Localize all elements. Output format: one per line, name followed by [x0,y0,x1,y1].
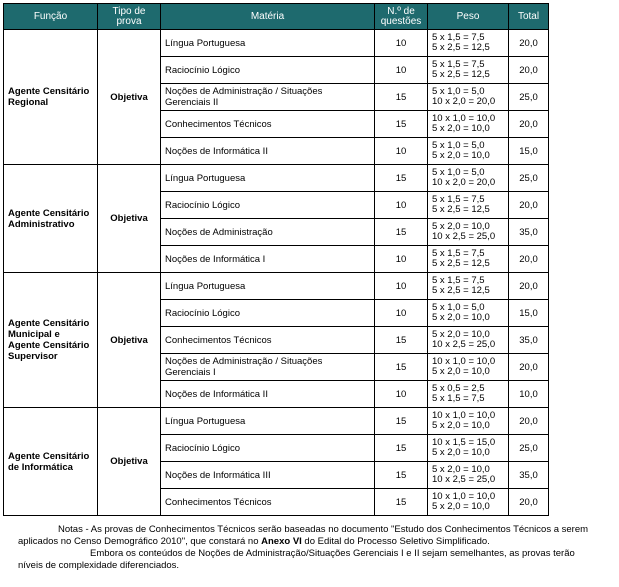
header-questoes-line1: N.º de [387,5,415,17]
tipo-cell: Objetiva [98,30,161,165]
questoes-cell: 15 [375,354,428,381]
peso-line: 5 x 1,0 = 5,0 [432,140,485,151]
peso-line: 5 x 1,5 = 7,5 [432,194,485,205]
funcao-cell: Agente Censitário Administrativo [4,165,98,273]
header-questoes [375,4,428,30]
total-cell: 20,0 [509,57,549,84]
peso-cell [428,489,509,516]
materia-cell: Noções de Informática I [161,246,375,273]
peso-cell [428,246,509,273]
peso-line: 10 x 2,0 = 20,0 [432,96,496,107]
funcao-cell: Agente Censitário Regional [4,30,98,165]
note-line: Notas - As provas de Conhecimentos Técnicos serão baseadas no documento "Estudo dos Conhecimentos Técnicos a serem [58,524,589,535]
materia-cell: Raciocínio Lógico [161,300,375,327]
peso-line: 10 x 2,5 = 25,0 [432,339,496,350]
materia-cell: Raciocínio Lógico [161,57,375,84]
funcao-cell: Agente Censitário de Informática [4,408,98,516]
total-cell: 10,0 [509,381,549,408]
materia-cell: Língua Portuguesa [161,165,375,192]
questoes-cell: 15 [375,327,428,354]
total-cell: 35,0 [509,219,549,246]
peso-cell [428,273,509,300]
table-row [4,30,549,57]
peso-cell [428,408,509,435]
questoes-cell: 15 [375,489,428,516]
peso-line: 5 x 2,0 = 10,0 [432,150,490,161]
header-funcao: Função [4,4,98,30]
materia-cell: Noções de Informática II [161,138,375,165]
peso-line: 5 x 2,5 = 12,5 [432,69,490,80]
peso-line: 5 x 1,5 = 7,5 [432,275,485,286]
peso-cell [428,165,509,192]
peso-cell [428,435,509,462]
exam-table [3,3,549,516]
questoes-cell: 10 [375,246,428,273]
peso-line: 5 x 1,5 = 7,5 [432,32,485,43]
tipo-cell: Objetiva [98,165,161,273]
materia-cell: Noções de Informática II [161,381,375,408]
questoes-cell: 10 [375,273,428,300]
peso-cell [428,30,509,57]
total-cell: 25,0 [509,435,549,462]
total-cell: 20,0 [509,489,549,516]
peso-cell [428,111,509,138]
note-annex: Anexo VI [261,536,302,547]
peso-cell [428,381,509,408]
peso-line: 5 x 2,0 = 10,0 [432,312,490,323]
peso-cell [428,300,509,327]
peso-line: 10 x 2,5 = 25,0 [432,231,496,242]
peso-line: 5 x 2,0 = 10,0 [432,221,490,232]
materia-cell: Noções de Administração / Situações Gerenciais I [161,354,375,381]
note-text: aplicados no Censo Demográfico 2010", que constará no [18,536,262,547]
total-cell: 20,0 [509,246,549,273]
note-line: Embora os conteúdos de Noções de Administração/Situações Gerenciais I e II sejam semelhantes, as provas terão [90,548,575,559]
peso-line: 5 x 2,0 = 10,0 [432,420,490,431]
peso-line: 5 x 1,5 = 7,5 [432,393,485,404]
note-text: do Edital do Processo Seletivo Simplificado. [301,536,490,547]
peso-cell [428,354,509,381]
header-row [4,4,549,30]
header-peso: Peso [428,4,509,30]
tipo-cell: Objetiva [98,408,161,516]
materia-cell: Língua Portuguesa [161,273,375,300]
materia-cell: Língua Portuguesa [161,408,375,435]
peso-line: 5 x 2,5 = 12,5 [432,258,490,269]
materia-cell: Raciocínio Lógico [161,192,375,219]
peso-cell [428,192,509,219]
total-cell: 25,0 [509,84,549,111]
peso-line: 10 x 2,0 = 20,0 [432,177,496,188]
total-cell: 20,0 [509,273,549,300]
header-total: Total [509,4,549,30]
materia-cell: Conhecimentos Técnicos [161,111,375,138]
peso-line: 10 x 1,5 = 15,0 [432,437,496,448]
peso-line: 5 x 0,5 = 2,5 [432,383,485,394]
peso-cell [428,138,509,165]
peso-line: 10 x 1,0 = 10,0 [432,491,496,502]
materia-cell: Conhecimentos Técnicos [161,327,375,354]
peso-line: 10 x 1,0 = 10,0 [432,113,496,124]
notes [0,524,619,572]
table-row [4,273,549,300]
total-cell: 20,0 [509,111,549,138]
materia-cell: Língua Portuguesa [161,30,375,57]
questoes-cell: 10 [375,30,428,57]
peso-line: 5 x 2,0 = 10,0 [432,464,490,475]
peso-line: 5 x 2,0 = 10,0 [432,447,490,458]
materia-cell: Raciocínio Lógico [161,435,375,462]
questoes-cell: 10 [375,57,428,84]
header-tipo: Tipo de prova [98,4,161,30]
peso-line: 5 x 2,0 = 10,0 [432,501,490,512]
questoes-cell: 15 [375,84,428,111]
questoes-cell: 15 [375,219,428,246]
header-materia: Matéria [161,4,375,30]
questoes-cell: 10 [375,192,428,219]
peso-line: 5 x 1,0 = 5,0 [432,86,485,97]
total-cell: 20,0 [509,30,549,57]
peso-cell [428,462,509,489]
peso-cell [428,327,509,354]
materia-cell: Noções de Informática III [161,462,375,489]
peso-line: 5 x 2,0 = 10,0 [432,329,490,340]
table-row [4,165,549,192]
peso-line: 10 x 2,5 = 25,0 [432,474,496,485]
funcao-cell: Agente Censitário Municipal e Agente Censitário Supervisor [4,273,98,408]
peso-line: 5 x 2,0 = 10,0 [432,366,490,377]
note-line: níveis de complexidade diferenciados. [18,560,180,571]
tipo-cell: Objetiva [98,273,161,408]
peso-cell [428,219,509,246]
peso-line: 5 x 1,5 = 7,5 [432,248,485,259]
total-cell: 15,0 [509,300,549,327]
peso-cell [428,84,509,111]
peso-line: 5 x 2,5 = 12,5 [432,42,490,53]
peso-line: 5 x 1,5 = 7,5 [432,59,485,70]
questoes-cell: 10 [375,300,428,327]
questoes-cell: 10 [375,138,428,165]
table-body [4,30,549,516]
total-cell: 20,0 [509,354,549,381]
table-row [4,408,549,435]
materia-cell: Conhecimentos Técnicos [161,489,375,516]
total-cell: 35,0 [509,462,549,489]
total-cell: 20,0 [509,192,549,219]
questoes-cell: 10 [375,381,428,408]
questoes-cell: 15 [375,111,428,138]
peso-line: 5 x 1,0 = 5,0 [432,302,485,313]
peso-line: 5 x 2,5 = 12,5 [432,204,490,215]
peso-line: 5 x 2,0 = 10,0 [432,123,490,134]
total-cell: 25,0 [509,165,549,192]
total-cell: 20,0 [509,408,549,435]
header-questoes-line2: questões [380,15,422,27]
questoes-cell: 15 [375,408,428,435]
questoes-cell: 15 [375,462,428,489]
peso-line: 5 x 1,0 = 5,0 [432,167,485,178]
peso-line: 10 x 1,0 = 10,0 [432,356,496,367]
note-line [0,536,619,548]
peso-line: 10 x 1,0 = 10,0 [432,410,496,421]
total-cell: 35,0 [509,327,549,354]
materia-cell: Noções de Administração [161,219,375,246]
peso-line: 5 x 2,5 = 12,5 [432,285,490,296]
questoes-cell: 15 [375,165,428,192]
peso-cell [428,57,509,84]
materia-cell: Noções de Administração / Situações Gerenciais II [161,84,375,111]
total-cell: 15,0 [509,138,549,165]
questoes-cell: 15 [375,435,428,462]
